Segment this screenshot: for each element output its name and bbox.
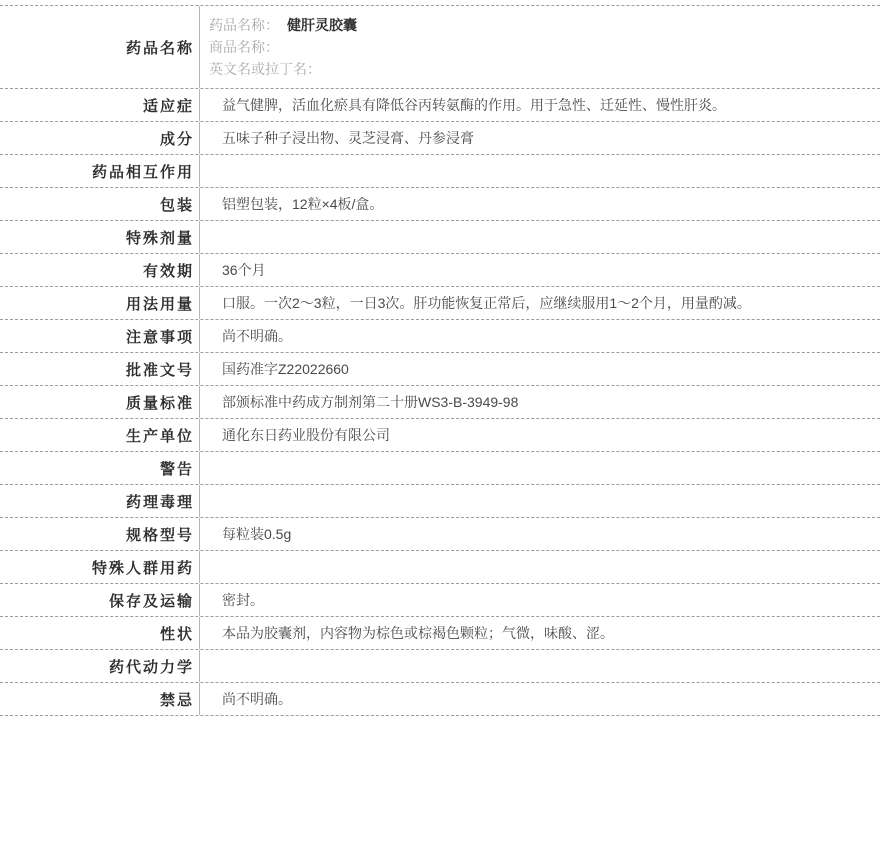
row-label: 有效期: [0, 254, 200, 286]
row-label: 包装: [0, 188, 200, 220]
table-row: [0, 419, 880, 452]
table-row: [0, 584, 880, 617]
row-value: 国药准字Z22022660: [222, 361, 349, 377]
table-row: [0, 155, 880, 188]
table-row: [0, 287, 880, 320]
trade-name-line: [209, 36, 870, 58]
row-value: [200, 650, 880, 682]
row-label: 批准文号: [0, 353, 200, 385]
table-row: [0, 650, 880, 683]
row-value: 口服。一次2～3粒，一日3次。肝功能恢复正常后，应继续服用1～2个月，用量酌减。: [222, 295, 751, 311]
drug-name-key: 药品名称：: [209, 17, 279, 33]
row-value: 尚不明确。: [222, 328, 292, 344]
row-label: 保存及运输: [0, 584, 200, 616]
latin-name-line: [209, 58, 870, 80]
row-value: 尚不明确。: [222, 691, 292, 707]
table-rows: [0, 89, 880, 716]
row-value: [200, 551, 880, 583]
table-row: [0, 254, 880, 287]
row-value: 通化东日药业股份有限公司: [222, 427, 390, 443]
row-label: 警告: [0, 452, 200, 484]
table-row: [0, 485, 880, 518]
table-row: [0, 320, 880, 353]
row-value: 36个月: [222, 262, 266, 278]
trade-name-key: 商品名称：: [209, 39, 279, 55]
table-row: [0, 221, 880, 254]
row-value: [200, 485, 880, 517]
table-row-drug-name: [0, 6, 880, 89]
table-row: [0, 617, 880, 650]
row-value: [200, 155, 880, 187]
row-label: 成分: [0, 122, 200, 154]
row-label: 注意事项: [0, 320, 200, 352]
row-label: 药代动力学: [0, 650, 200, 682]
row-value: 每粒装0.5g: [222, 526, 292, 542]
table-row: [0, 551, 880, 584]
row-label: 药品名称: [0, 6, 200, 88]
table-row: [0, 89, 880, 122]
row-label: 规格型号: [0, 518, 200, 550]
row-label: 禁忌: [0, 683, 200, 715]
row-value: 五味子种子浸出物、灵芝浸膏、丹参浸膏: [222, 130, 474, 146]
row-value: [200, 6, 880, 88]
drug-info-table: [0, 5, 880, 716]
row-label: 适应症: [0, 89, 200, 121]
row-label: 特殊人群用药: [0, 551, 200, 583]
drug-name-line: [209, 14, 870, 36]
row-value: 密封。: [222, 592, 264, 608]
drug-name-value: 健肝灵胶囊: [287, 17, 357, 33]
table-row: [0, 452, 880, 485]
row-value: 铝塑包装，12粒×4板/盒。: [222, 196, 384, 212]
row-label: 用法用量: [0, 287, 200, 319]
table-row: [0, 518, 880, 551]
table-row: [0, 353, 880, 386]
row-value: [200, 452, 880, 484]
row-label: 药理毒理: [0, 485, 200, 517]
row-value: 益气健脾，活血化瘀具有降低谷丙转氨酶的作用。用于急性、迁延性、慢性肝炎。: [222, 97, 726, 113]
table-row: [0, 386, 880, 419]
table-row: [0, 122, 880, 155]
row-label: 药品相互作用: [0, 155, 200, 187]
row-value: [200, 221, 880, 253]
row-label: 特殊剂量: [0, 221, 200, 253]
latin-name-key: 英文名或拉丁名：: [209, 61, 321, 77]
table-row: [0, 683, 880, 716]
row-value: 本品为胶囊剂，内容物为棕色或棕褐色颗粒；气微，味酸、涩。: [222, 625, 614, 641]
row-label: 性状: [0, 617, 200, 649]
row-label: 生产单位: [0, 419, 200, 451]
row-label: 质量标准: [0, 386, 200, 418]
table-row: [0, 188, 880, 221]
row-value: 部颁标准中药成方制剂第二十册WS3-B-3949-98: [222, 394, 519, 410]
